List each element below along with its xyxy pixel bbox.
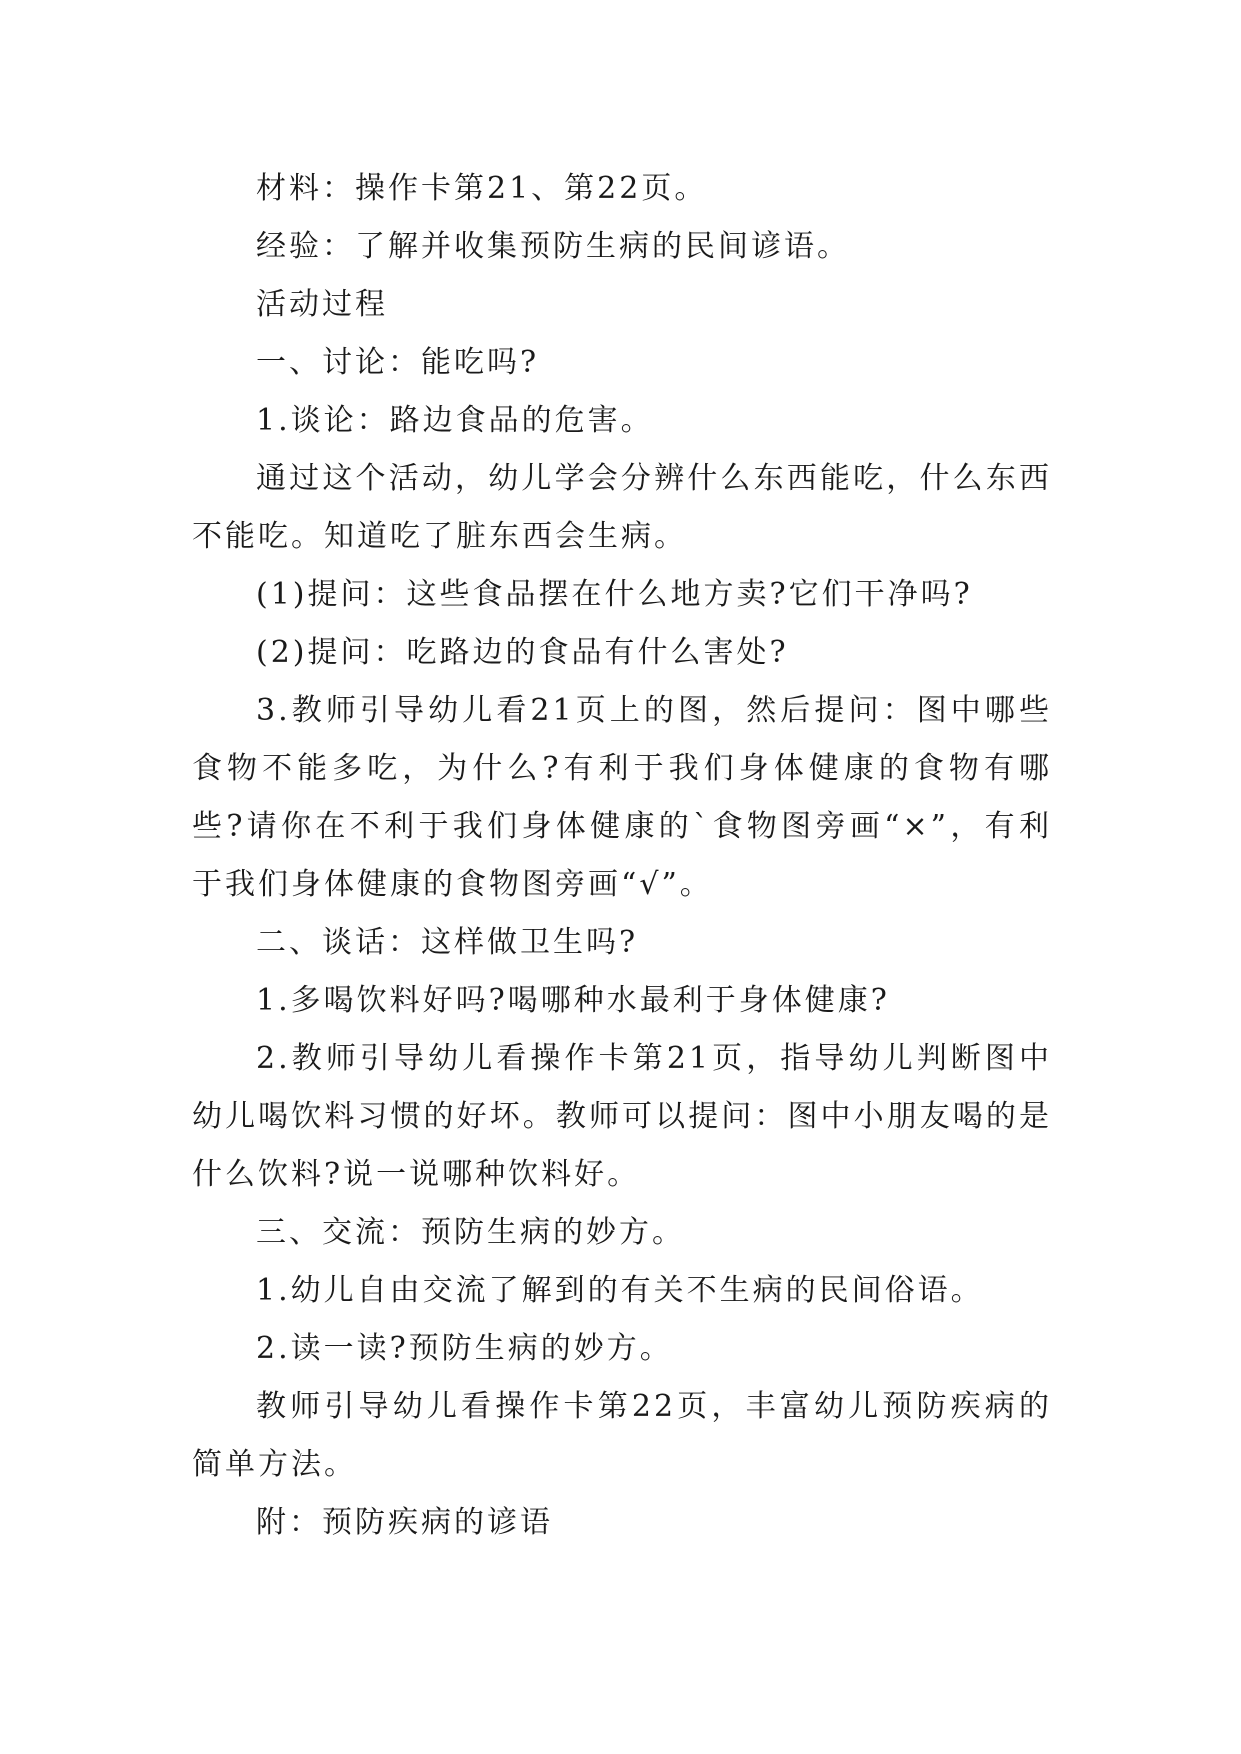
section-heading-activity-process: 活动过程 bbox=[256, 287, 388, 322]
paragraph-question: (1)提问：这些食品摆在什么地方卖?它们干净吗? bbox=[256, 577, 973, 612]
paragraph-item: 3.教师引导幼儿看21页上的图，然后提问：图中哪些食物不能多吃，为什么?有利于我们身体健康的食物有哪些?请你在不利于我们身体健康的`食物图旁画“×”，有利于我们身体健康的食物图旁画“√”。 bbox=[192, 693, 1052, 902]
paragraph-item: 2.读一读?预防生病的妙方。 bbox=[256, 1331, 673, 1366]
paragraph-item: 1.幼儿自由交流了解到的有关不生病的民间俗语。 bbox=[256, 1273, 984, 1308]
paragraph-question: (2)提问：吃路边的食品有什么害处? bbox=[256, 635, 789, 670]
paragraph: 通过这个活动，幼儿学会分辨什么东西能吃，什么东西不能吃。知道吃了脏东西会生病。 bbox=[192, 461, 1052, 554]
section-heading-exchange: 三、交流：预防生病的妙方。 bbox=[256, 1215, 685, 1250]
section-heading-discussion: 一、讨论：能吃吗? bbox=[256, 345, 540, 380]
paragraph-experience: 经验：了解并收集预防生病的民间谚语。 bbox=[256, 229, 850, 264]
paragraph-materials: 材料：操作卡第21、第22页。 bbox=[256, 171, 708, 206]
section-heading-talk: 二、谈话：这样做卫生吗? bbox=[256, 925, 639, 960]
document-body bbox=[192, 160, 1052, 1552]
paragraph: 教师引导幼儿看操作卡第22页，丰富幼儿预防疾病的简单方法。 bbox=[192, 1389, 1052, 1482]
paragraph-item: 2.教师引导幼儿看操作卡第21页，指导幼儿判断图中幼儿喝饮料习惯的好坏。教师可以提问：图中小朋友喝的是什么饮料?说一说哪种饮料好。 bbox=[192, 1041, 1052, 1192]
appendix-heading: 附：预防疾病的谚语 bbox=[256, 1505, 553, 1540]
paragraph-item: 1.谈论：路边食品的危害。 bbox=[256, 403, 654, 438]
paragraph-item: 1.多喝饮料好吗?喝哪种水最利于身体健康? bbox=[256, 983, 890, 1018]
